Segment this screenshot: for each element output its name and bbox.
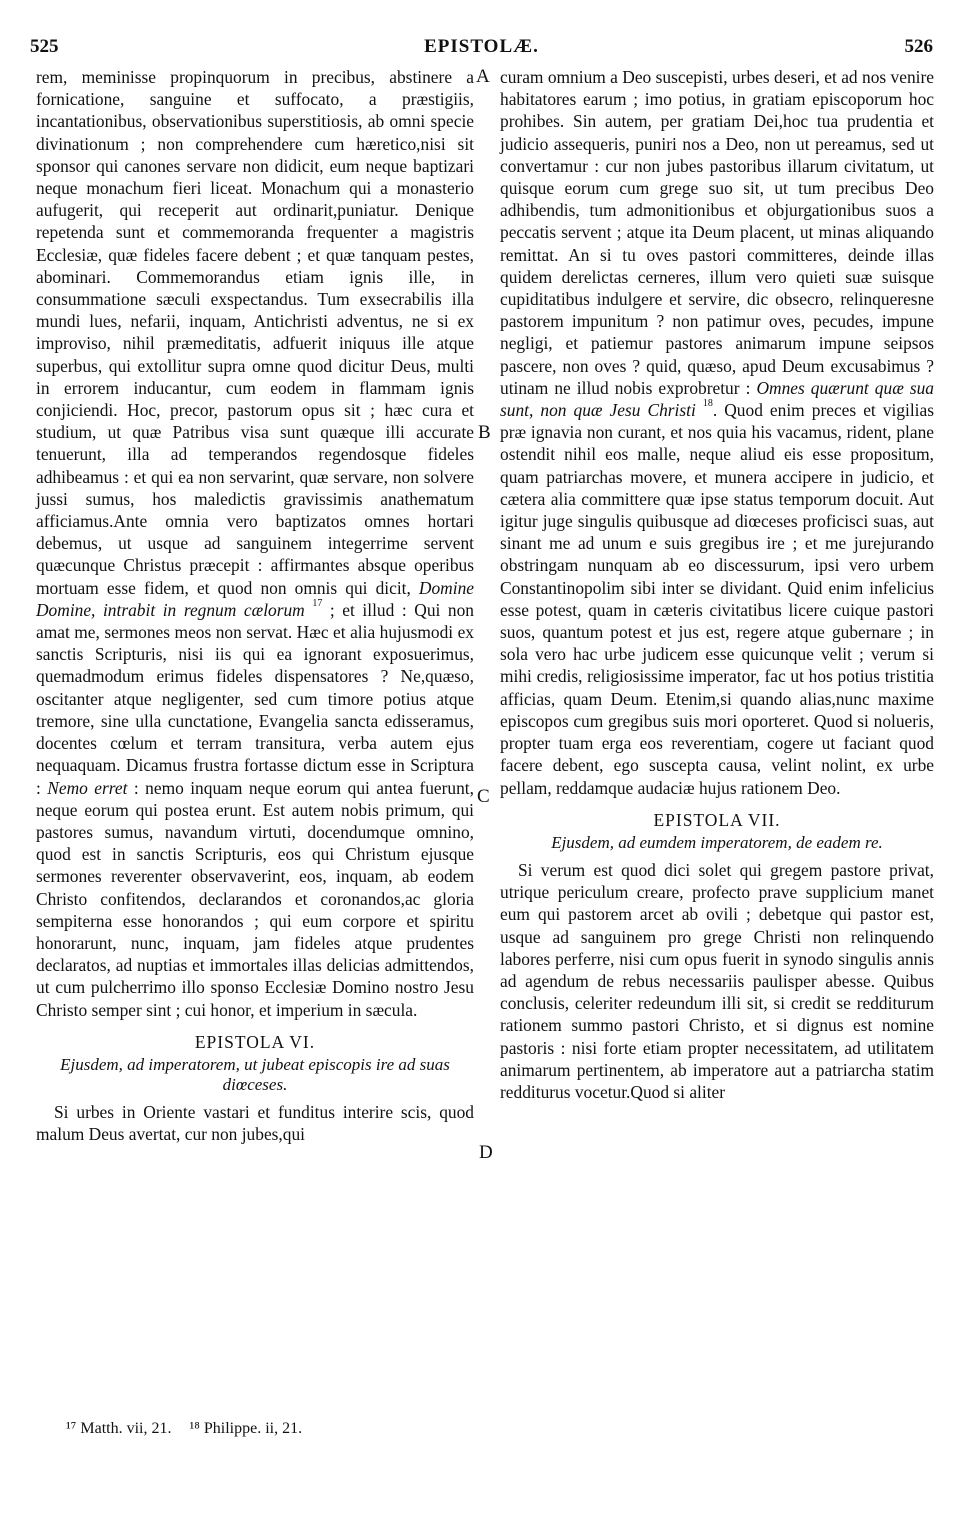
right-paragraph: [500, 66, 934, 799]
right-column: [500, 66, 934, 1103]
page-number-left: 525: [30, 36, 59, 57]
left-text-2: ; et illud : Qui non amat me, sermones meos non servat. Hæc et alia hujusmodi ex sanctis Scripturis, nisi iis qui ea ignorant exposuerimus, quemadmodum erimus fideles dispensatores ? Ne,quæso, oscitanter atque negligenter, sed cum timore potius atque tremore, sine ulla cunctatione, Evangelia sancta edisseramus, docentes cœlum et terram transitura, verba autem ejus nequaquam. Dicamus frustra fortasse dictum esse in Scriptura :: [36, 599, 475, 798]
footnote-18: ¹⁸ Philippe. ii, 21.: [189, 1420, 303, 1437]
quote-omnes-quaerunt: Omnes quærunt quæ sua sunt, non quæ Jesu Christi: [500, 377, 934, 421]
footnote-17: ¹⁷ Matth. vii, 21.: [66, 1420, 172, 1437]
left-paragraph: [36, 66, 474, 1021]
left-text-1: rem, meminisse propinquorum in precibus, abstinere a fornicatione, sanguine et suffocato, a præstigiis, incantationibus, observationibus superstitiosis, ab omni specie divinationum ; non comprehendere cum hæretico,nisi sit sponsor qui canones servare non didicit, eum neque baptizari neque monachum fieri liceat. Monachum qui a monasterio aufugerit, qui receperit aut ordinarit,puniatur. Denique repetenda sunt et commemoranda frequenter a magistris Ecclesiæ, quæ fideles facere debent ; et quæ tanquam pestes, abominari. Commemorandus etiam ignis ille, in consummatione sæculi exspectandus. Tum exsecrabilis illa mundi lues, nefarii, inquam, Antichristi adventus, ne si ex improviso, nihil præmeditatis, adfuerit iniquus ille atque superbus, qui extollitur supra omne quod dicitur Deus, multi in errorem inducantur, cum eodem in flammam ignis conjiciendi. Hoc, precor, pastorum opus sit ; hæc cura et studium, ut quæ Patribus visa sunt quæque illi accurate tenuerunt, illa ad temperandos regendosque fideles adhibeamus : et qui ea non servarint, quæ servare, non solvere jussi sumus, hos maledictis gravissimis anathematum afficiamus.Ante omnia vero baptizatos omnes hortari debemus, ut usque ad sanguinem integerrime servent quæcunque Christus præcepit : affirmantes absque operibus mortuam esse fidem, et quod non omnis qui dicit,: [36, 67, 474, 598]
epistola-vi-text: Si urbes in Oriente vastari et funditus interire scis, quod malum Deus avertat, cur non jubes,qui: [36, 1101, 474, 1145]
page-header: [30, 36, 933, 60]
margin-letter-b: B: [478, 422, 491, 443]
margin-letter-a: A: [476, 66, 490, 87]
right-text-2: . Quod enim preces et vigilias præ ignavia non curant, et nos quia his vacamus, rident, plane ostendit nihil eos malle, neque aliud eis esse propositum, quam patriarchas movere, et munera accipere in judicio, et cætera alia committere quæ ipse status temporum docuit. Aut igitur juge singulis quibusque ad diœceses proficisci suas, aut sinant me ad unum e suis gregibus ire ; et me jurejurando obstringam nunquam ab eo discessurum, ipsi vero urbem Constantinopolim sibi inter se dividant. Quid enim infelicius esse potest, quam in cæteris civitatibus licere cuique pastori suos, quantum potest et jus est, regere atque gubernare ; in sola vero hac urbe judicem esse quicunque velit ; verum si mihi credis, religiosissime imperator, fac ut hos potius tristitia afficias, quam Deum. Etenim,si quando alias,nunc maxime episcopos cum gregibus suis mori oporteret. Quod si nolueris, propter tuam erga eos reverentiam, cogere ut faciant quod facere debent, ego suscepta causa, velint nolint, ex urbe pellam, reddamque audaciæ hujus rationem Deo.: [500, 400, 934, 798]
margin-letter-d: D: [479, 1142, 493, 1163]
footnotes: [66, 1420, 316, 1438]
epistola-vi-title: EPISTOLA VI.: [194, 1031, 316, 1052]
epistola-vii-text: Si verum est quod dici solet qui gregem pastore privat, utrique periculum creare, profecto prave supplicium manet eum qui pastorem arcet ab ovili ; debetque qui pastor est, usque ad sanguinem pro grege Christi non relinquendo labores perferre, nisi cum opus fuerit in synodo singulis annis ad agendum de rebus necessariis paulisper abesse. Quibus conclusis, celeriter redeundum illi sit, si credit se redditurum rationem summo pastori Christo, et si dignus est nomine pastoris : nisi forte etiam propter necessitatem, ad utilitatem animarum pertinentem, ab imperatore aut a patriarcha statim redditurus vocetur.Quod si aliter: [500, 859, 934, 1102]
epistola-vii-title: EPISTOLA VII.: [653, 809, 781, 830]
left-column: [36, 66, 474, 1145]
footnote-ref-18: 18: [702, 398, 713, 410]
epistola-vii-subtitle: Ejusdem, ad eumdem imperatorem, de eadem re.: [551, 832, 883, 852]
epistola-vi-subtitle: Ejusdem, ad imperatorem, ut jubeat episcopis ire ad suas diœceses.: [60, 1054, 450, 1094]
margin-letter-c: C: [477, 786, 490, 807]
footnote-ref-17: 17: [312, 597, 323, 609]
right-text-1: curam omnium a Deo suscepisti, urbes deseri, et ad nos venire habitatores earum ; imo potius, in gratiam episcoporum hoc prohibes. Sin autem, per gratiam Dei,hoc tua prudentia et judicio assequeris, puniri nos a Deo, non ut pereamus, sed ut convertamur : cur non jubes pastoribus illarum civitatum, ut quisque eorum cum grege suo sit, ut tum precibus Deo adhibendis, tum admonitionibus et objurgationibus suos a peccatis servent ; atque ita Deum placent, ut minas aliquando remittat. An si tu oves pastori committeres, deinde illas quidem derelictas cerneres, illum vero quieti suæ suisque cupiditatibus indulgere et servire, dic obsecro, relinqueresne pastorem impunitum ? non patimur oves, pecudes, impune negligi, et patiemur pastores animarum impune seipsos pascere, non oves ? quid, quæso, apud Deum excusabimus ? utinam ne illud nobis exprobretur :: [500, 67, 934, 398]
running-title: EPISTOLÆ.: [424, 36, 539, 57]
quote-domine: Domine Domine, intrabit in regnum cælorum: [36, 577, 474, 620]
page-number-right: 526: [904, 36, 933, 57]
quote-nemo-erret: Nemo erret: [47, 777, 128, 798]
left-text-3: : nemo inquam neque eorum qui antea fuerunt, neque eorum qui postea erunt. Est autem nobis primum, qui pastores sumus, navandum virtuti, docendumque omnino, quod est in sanctis Scripturis, eos qui Christum ejusque sermones reverenter observaverint, eos, inquam, ab eodem Christo confitendos, declarandos et coronandos,ac gloria sempiterna esse honorandos ; qui eum corpore et spiritu honorarunt, nunc, inquam, jam fideles atque prudentes declaratos, ad nuptias et immortales illas delicias admittendos, ut cum pulcherrimo illo sponso Ecclesiæ Domino nostro Jesu Christo semper sint ; cui honor, et imperium in sæcula.: [36, 777, 474, 1020]
